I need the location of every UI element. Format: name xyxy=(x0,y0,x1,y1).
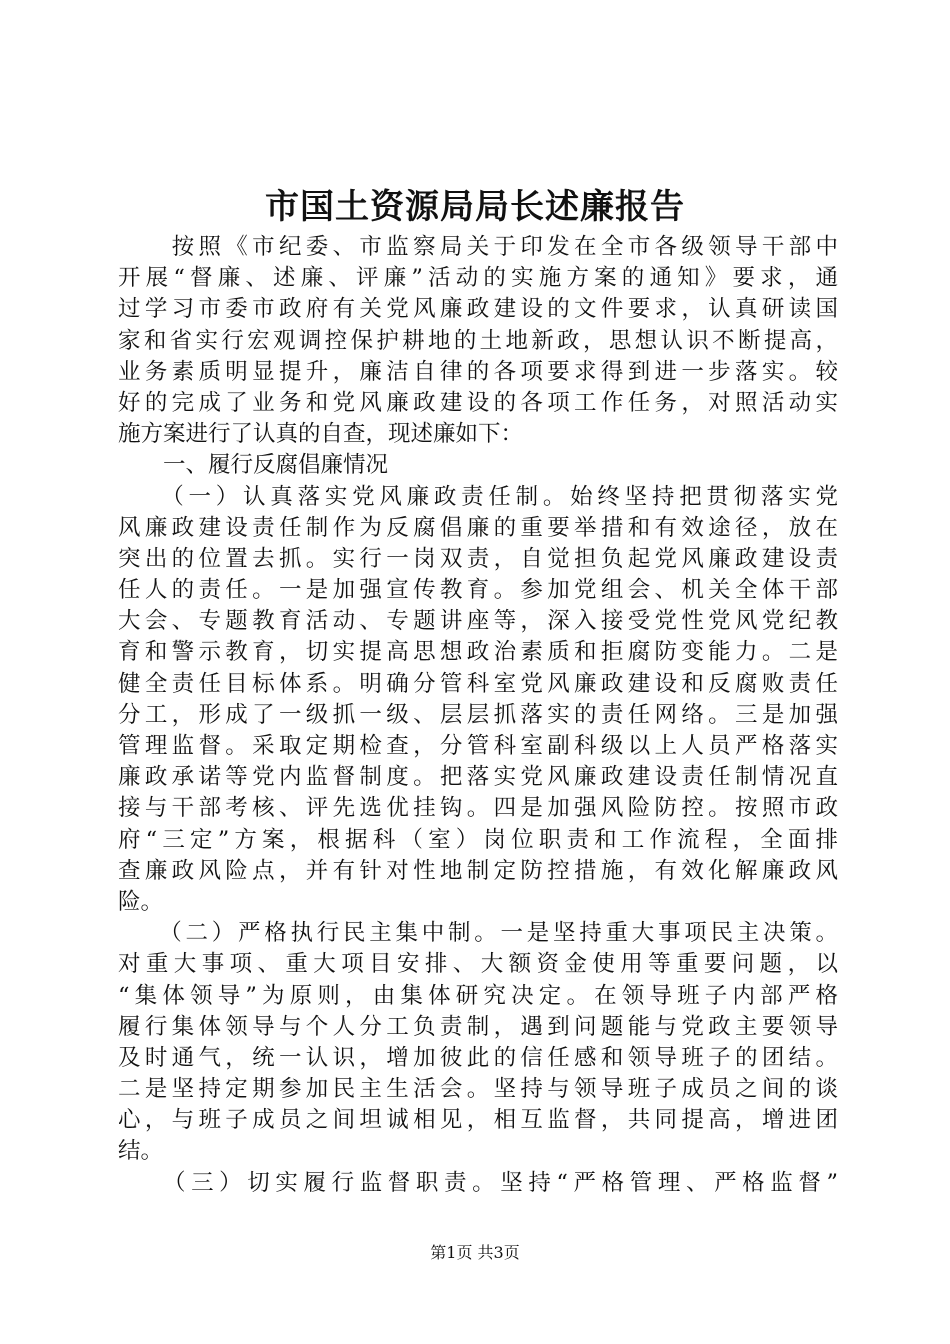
text-line: 开展“督廉、述廉、评廉”活动的实施方案的通知》要求，通 xyxy=(118,265,838,292)
text-line: 心，与班子成员之间坦诚相见，相互监督，共同提高，增进团 xyxy=(118,1107,838,1134)
text-line: 家和省实行宏观调控保护耕地的土地新政，思想认识不断提高， xyxy=(118,327,838,354)
text-line: “集体领导”为原则，由集体研究决定。在领导班子内部严格 xyxy=(118,982,838,1009)
text-line: 险。 xyxy=(118,888,164,915)
document-body xyxy=(118,232,838,1199)
text-line: 分工，形成了一级抓一级、层层抓落实的责任网络。三是加强 xyxy=(118,701,838,728)
text-line: 过学习市委市政府有关党风廉政建设的文件要求，认真研读国 xyxy=(118,296,838,323)
text-line: 突出的位置去抓。实行一岗双责，自觉担负起党风廉政建设责 xyxy=(118,545,838,572)
text-line: 履行集体领导与个人分工负责制，遇到问题能与党政主要领导 xyxy=(118,1013,838,1040)
text-line: 大会、专题教育活动、专题讲座等，深入接受党性党风党纪教 xyxy=(118,608,838,635)
document-title: 市国土资源局局长述廉报告 xyxy=(265,187,685,227)
text-line: 廉政承诺等党内监督制度。把落实党风廉政建设责任制情况直 xyxy=(118,764,838,791)
text-line: 府“三定”方案，根据科（室）岗位职责和工作流程，全面排 xyxy=(118,826,838,853)
text-line: 接与干部考核、评先选优挂钩。四是加强风险防控。按照市政 xyxy=(118,795,838,822)
text-line: （二）严格执行民主集中制。一是坚持重大事项民主决策。 xyxy=(118,920,838,947)
text-line: 对重大事项、重大项目安排、大额资金使用等重要问题，以 xyxy=(118,951,838,978)
text-line: （三）切实履行监督职责。坚持“严格管理、严格监督” xyxy=(118,1169,838,1196)
text-line: 育和警示教育，切实提高思想政治素质和拒腐防变能力。二是 xyxy=(118,639,838,666)
text-line: 管理监督。采取定期检查，分管科室副科级以上人员严格落实 xyxy=(118,733,838,759)
text-line: 二是坚持定期参加民主生活会。坚持与领导班子成员之间的谈 xyxy=(118,1076,838,1103)
text-line: 查廉政风险点，并有针对性地制定防控措施，有效化解廉政风 xyxy=(118,857,838,884)
text-line: 结。 xyxy=(118,1138,164,1165)
text-line: 风廉政建设责任制作为反腐倡廉的重要举措和有效途径，放在 xyxy=(118,514,838,541)
section-heading: 一、履行反腐倡廉情况 xyxy=(118,452,389,479)
page-footer: 第1页 共3页 xyxy=(430,1243,520,1262)
text-line: 业务素质明显提升，廉洁自律的各项要求得到进一步落实。较 xyxy=(118,358,838,385)
text-line: （一）认真落实党风廉政责任制。始终坚持把贯彻落实党 xyxy=(118,483,838,510)
text-line: 及时通气，统一认识，增加彼此的信任感和领导班子的团结。 xyxy=(118,1044,838,1071)
text-line: 健全责任目标体系。明确分管科室党风廉政建设和反腐败责任 xyxy=(118,670,838,697)
text-line: 任人的责任。一是加强宣传教育。参加党组会、机关全体干部 xyxy=(118,577,838,604)
text-line: 好的完成了业务和党风廉政建设的各项工作任务，对照活动实 xyxy=(118,389,838,416)
text-line: 施方案进行了认真的自查，现述廉如下： xyxy=(118,421,524,448)
text-line: 按照《市纪委、市监察局关于印发在全市各级领导干部中 xyxy=(118,234,838,260)
